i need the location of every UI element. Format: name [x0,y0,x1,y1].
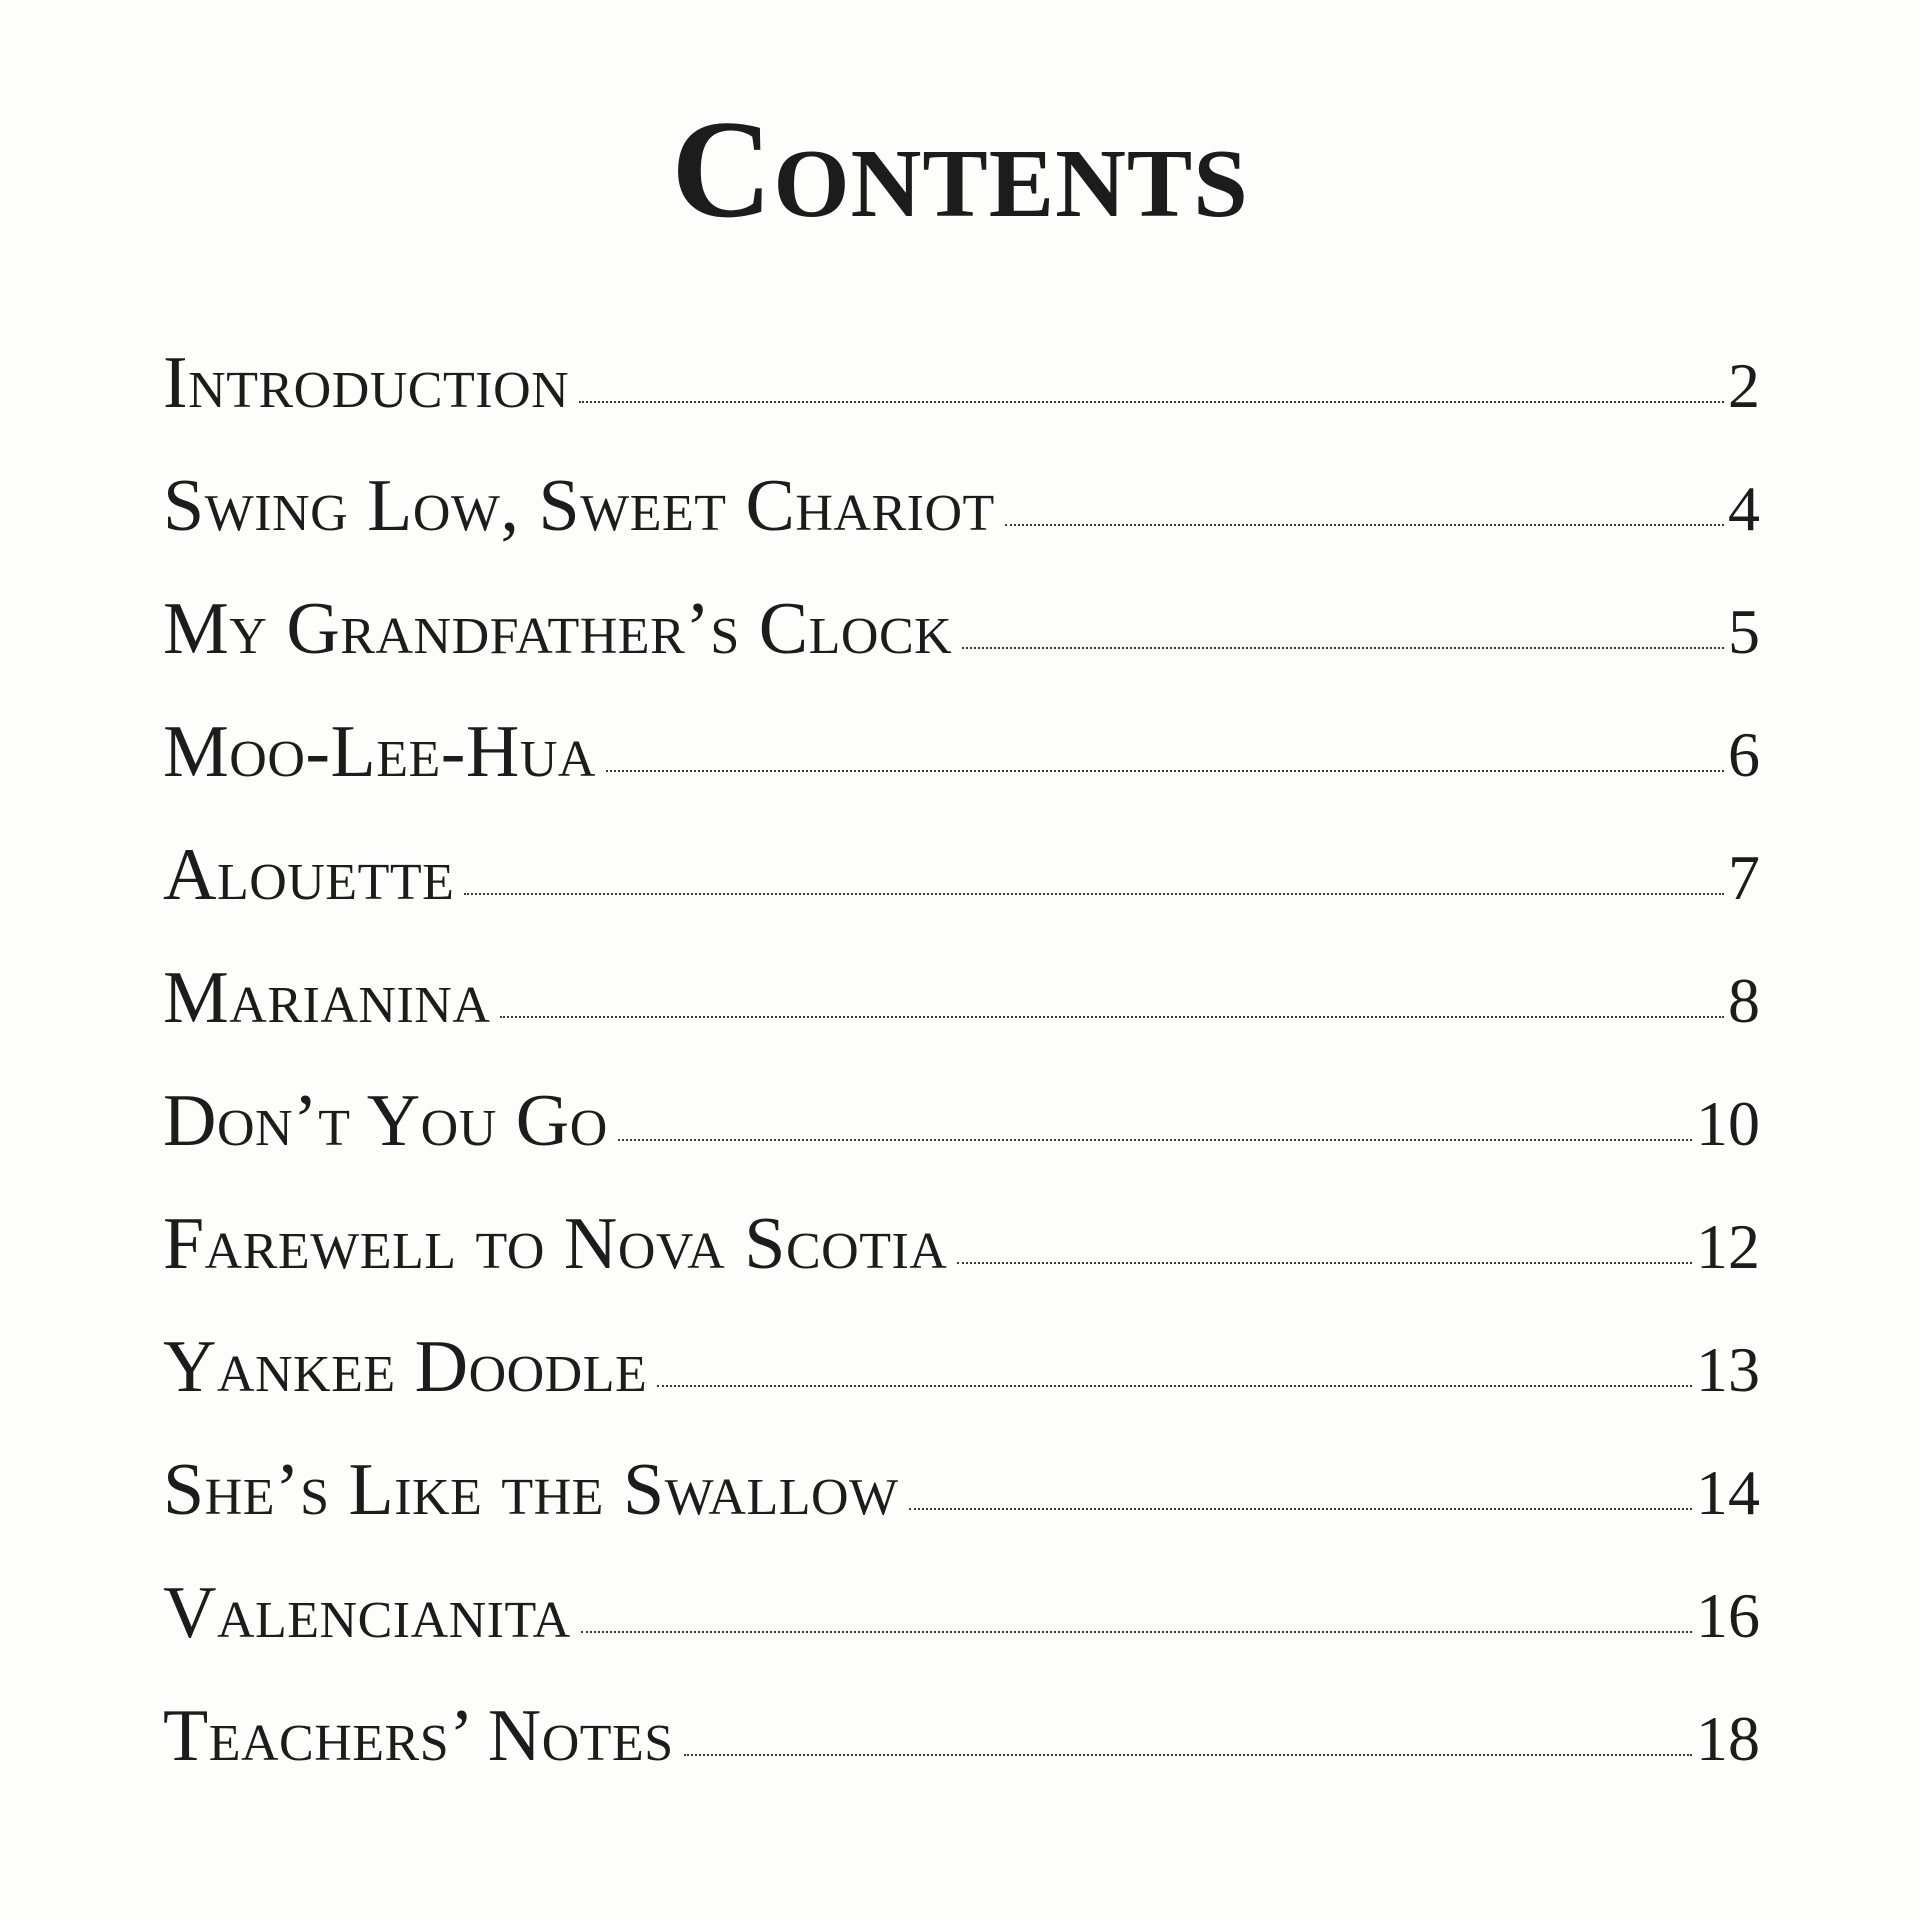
toc-entry-title: She’s Like the Swallow [163,1449,899,1531]
toc-entry[interactable] [163,1199,1760,1322]
toc-entry-title: Marianina [163,957,491,1039]
toc-entry-page: 12 [1696,1211,1760,1282]
toc-entry[interactable] [163,1691,1760,1814]
toc-entry[interactable] [163,953,1760,1076]
table-of-contents [163,338,1760,1814]
dot-leader [606,770,1724,772]
toc-entry-title: Moo-Lee-Hua [163,711,596,793]
toc-entry[interactable] [163,1445,1760,1568]
toc-entry-title: Valencianita [163,1572,571,1654]
dot-leader [684,1754,1692,1756]
toc-entry-title: Alouette [163,834,455,916]
toc-entry-page: 8 [1728,965,1760,1036]
toc-entry-page: 18 [1696,1703,1760,1774]
toc-entry-page: 4 [1728,473,1760,544]
toc-entry-title: Yankee Doodle [163,1326,648,1408]
toc-entry-title: Don’t You Go [163,1080,608,1162]
toc-entry-page: 6 [1728,719,1760,790]
dot-leader [581,1631,1692,1633]
dot-leader [579,401,1724,403]
toc-entry[interactable] [163,584,1760,707]
toc-entry[interactable] [163,1322,1760,1445]
toc-entry[interactable] [163,707,1760,830]
toc-entry-page: 13 [1696,1334,1760,1405]
dot-leader [500,1016,1724,1018]
dot-leader [618,1139,1692,1141]
toc-entry-page: 16 [1696,1580,1760,1651]
toc-entry-page: 5 [1728,596,1760,667]
toc-entry-page: 14 [1696,1457,1760,1528]
toc-entry-page: 7 [1728,842,1760,913]
dot-leader [1005,524,1724,526]
toc-entry-title: Farewell to Nova Scotia [163,1203,948,1285]
dot-leader [657,1385,1692,1387]
toc-entry-title: Swing Low, Sweet Chariot [163,465,995,547]
page-title: Contents [671,92,1249,247]
toc-entry-title: Teachers’ Notes [163,1695,674,1777]
dot-leader [464,893,1724,895]
dot-leader [909,1508,1692,1510]
toc-entry-page: 10 [1696,1088,1760,1159]
dot-leader [962,647,1724,649]
dot-leader [957,1262,1692,1264]
toc-entry-page: 2 [1728,350,1760,421]
toc-entry[interactable] [163,1568,1760,1691]
toc-entry-title: Introduction [163,342,570,424]
toc-entry-title: My Grandfather’s Clock [163,588,953,670]
toc-entry[interactable] [163,461,1760,584]
toc-entry[interactable] [163,830,1760,953]
toc-entry[interactable] [163,338,1760,461]
toc-entry[interactable] [163,1076,1760,1199]
